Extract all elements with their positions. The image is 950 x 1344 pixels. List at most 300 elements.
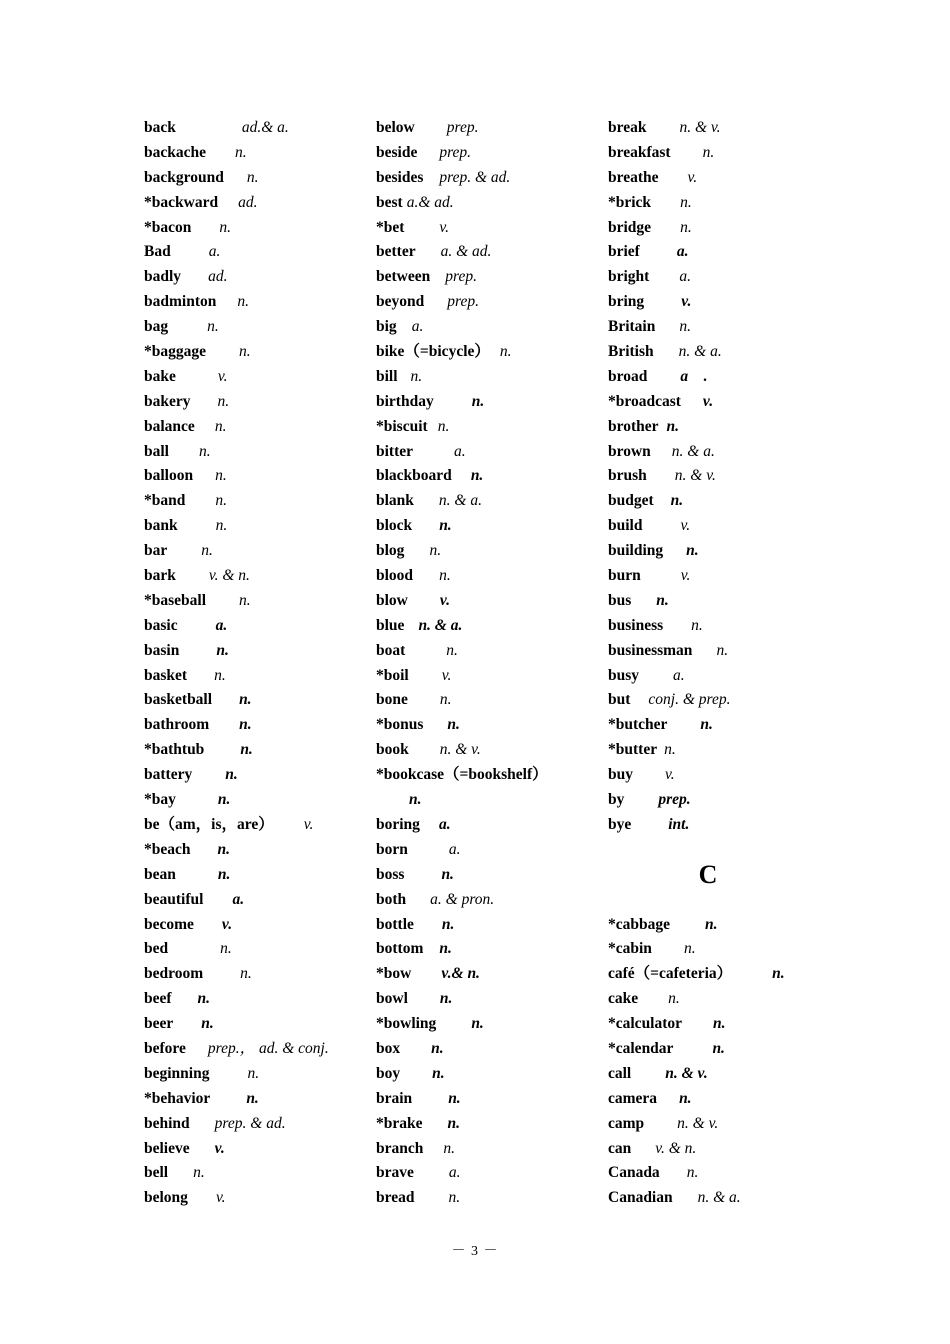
vocab-word: below bbox=[376, 119, 415, 136]
vocab-word: bone bbox=[376, 691, 408, 709]
part-of-speech: n. bbox=[439, 691, 452, 709]
vocab-word: basin bbox=[144, 641, 180, 659]
vocab-entry bbox=[376, 763, 611, 788]
vocab-entry bbox=[376, 415, 611, 440]
part-of-speech: a. & ad. bbox=[440, 243, 492, 261]
vocab-word: brother bbox=[608, 417, 659, 435]
vocab-entry bbox=[144, 166, 379, 191]
vocab-word: boat bbox=[376, 641, 406, 659]
part-of-speech: n. & v. bbox=[665, 1064, 708, 1082]
vocab-entry bbox=[376, 713, 611, 738]
vocab-entry bbox=[608, 340, 808, 365]
part-of-speech: n. bbox=[679, 318, 691, 336]
part-of-speech: a. bbox=[448, 1164, 461, 1182]
part-of-speech: n. bbox=[691, 616, 703, 634]
part-of-speech: prep. bbox=[658, 791, 691, 809]
vocab-word: brave bbox=[376, 1164, 414, 1182]
part-of-speech: v. bbox=[441, 666, 452, 684]
vocab-word: brown bbox=[608, 442, 651, 460]
vocab-entry bbox=[144, 290, 379, 315]
vocab-entry bbox=[608, 937, 808, 962]
vocab-entry bbox=[608, 763, 808, 788]
vocab-word: beef bbox=[144, 990, 172, 1008]
part-of-speech: n. bbox=[246, 1089, 259, 1107]
vocab-entry bbox=[144, 390, 379, 415]
vocab-word: birthday bbox=[376, 392, 434, 410]
vocab-word: bike（=bicycle） bbox=[376, 343, 490, 361]
vocab-word: Bad bbox=[144, 243, 171, 261]
part-of-speech: n. bbox=[216, 641, 229, 659]
vocab-word: bye bbox=[608, 815, 632, 833]
vocab-word: book bbox=[376, 741, 409, 759]
vocab-entry bbox=[608, 564, 808, 589]
part-of-speech: prep. bbox=[446, 119, 479, 136]
vocab-entry bbox=[608, 141, 808, 166]
part-of-speech: v. & n. bbox=[208, 567, 250, 585]
vocab-word: businessman bbox=[608, 641, 693, 659]
part-of-speech: n. bbox=[447, 716, 460, 734]
part-of-speech: n. bbox=[193, 1164, 205, 1182]
part-of-speech: a. bbox=[232, 890, 245, 908]
vocab-entry bbox=[144, 514, 379, 539]
part-of-speech: n. bbox=[439, 940, 452, 958]
vocab-entry bbox=[144, 589, 379, 614]
part-of-speech: n. bbox=[201, 542, 213, 560]
part-of-speech: prep.， ad. & conj. bbox=[207, 1039, 329, 1057]
vocab-entry bbox=[144, 813, 379, 838]
part-of-speech: n. bbox=[235, 143, 247, 161]
vocab-entry bbox=[608, 664, 808, 689]
part-of-speech: ad. bbox=[238, 193, 258, 211]
vocab-entry bbox=[376, 1137, 611, 1162]
vocab-entry bbox=[376, 489, 611, 514]
vocab-word: background bbox=[144, 168, 224, 186]
vocab-entry bbox=[608, 166, 808, 191]
vocab-entry bbox=[144, 688, 379, 713]
vocab-word: *boil bbox=[376, 666, 409, 684]
part-of-speech: n. bbox=[679, 1089, 692, 1107]
part-of-speech: a. bbox=[215, 616, 228, 634]
vocab-entry bbox=[376, 564, 611, 589]
part-of-speech: n. bbox=[700, 716, 713, 734]
part-of-speech: n. bbox=[239, 343, 251, 361]
vocab-word: bell bbox=[144, 1164, 169, 1182]
vocab-entry bbox=[376, 315, 611, 340]
vocab-entry bbox=[376, 1012, 611, 1037]
vocab-entry bbox=[608, 813, 808, 838]
vocab-entry bbox=[608, 1137, 808, 1162]
vocab-word: business bbox=[608, 616, 664, 634]
part-of-speech: n. bbox=[198, 442, 211, 460]
part-of-speech: n. bbox=[215, 517, 228, 535]
part-of-speech: v. bbox=[303, 815, 314, 833]
part-of-speech: n. bbox=[239, 691, 252, 709]
vocab-word: build bbox=[608, 517, 643, 535]
vocab-entry bbox=[144, 191, 379, 216]
vocab-entry bbox=[376, 1186, 611, 1211]
vocab-entry bbox=[608, 688, 808, 713]
vocab-entry bbox=[144, 1137, 379, 1162]
part-of-speech: v.& n. bbox=[441, 965, 480, 983]
vocab-entry bbox=[376, 1161, 611, 1186]
part-of-speech: n. bbox=[214, 417, 227, 435]
vocab-entry bbox=[144, 141, 379, 166]
vocab-word: *butter bbox=[608, 741, 658, 759]
part-of-speech: a. bbox=[676, 243, 689, 261]
part-of-speech: a. bbox=[208, 243, 221, 261]
vocab-word: bring bbox=[608, 293, 645, 311]
part-of-speech: n. bbox=[716, 641, 729, 659]
part-of-speech: prep. bbox=[445, 268, 477, 286]
vocab-entry bbox=[608, 489, 808, 514]
vocab-word: *beach bbox=[144, 840, 191, 858]
vocab-word: budget bbox=[608, 492, 654, 510]
vocab-entry bbox=[608, 639, 808, 664]
vocab-word: big bbox=[376, 318, 397, 336]
vocab-word: *brick bbox=[608, 193, 652, 211]
part-of-speech: n. bbox=[705, 915, 718, 933]
vocab-entry bbox=[144, 639, 379, 664]
vocab-word: bank bbox=[144, 517, 178, 535]
vocab-entry bbox=[376, 216, 611, 241]
part-of-speech: n. bbox=[409, 791, 422, 809]
vocab-word: branch bbox=[376, 1139, 424, 1157]
vocab-word: *cabbage bbox=[608, 915, 670, 933]
vocab-word: *calculator bbox=[608, 1015, 683, 1033]
vocab-word: buy bbox=[608, 766, 633, 784]
vocab-word: both bbox=[376, 890, 407, 908]
part-of-speech: n. & a. bbox=[671, 442, 715, 460]
vocab-entry bbox=[144, 539, 379, 564]
vocab-entry bbox=[144, 962, 379, 987]
vocab-entry bbox=[376, 888, 611, 913]
vocab-entry bbox=[144, 216, 379, 241]
vocab-entry bbox=[608, 390, 808, 415]
vocab-entry-continuation bbox=[376, 788, 611, 813]
vocab-word: burn bbox=[608, 567, 641, 585]
vocab-word: bedroom bbox=[144, 965, 204, 983]
part-of-speech: a. bbox=[448, 840, 461, 858]
vocab-word: *bathtub bbox=[144, 741, 205, 759]
part-of-speech: int. bbox=[668, 815, 690, 833]
vocab-entry bbox=[144, 1037, 379, 1062]
vocab-word: before bbox=[144, 1039, 186, 1057]
vocab-entry bbox=[376, 539, 611, 564]
part-of-speech: n. bbox=[713, 1015, 726, 1033]
vocab-word: café（=cafeteria） bbox=[608, 965, 733, 983]
part-of-speech: n. & v. bbox=[677, 1114, 719, 1132]
vocab-entry bbox=[608, 788, 808, 813]
part-of-speech: n. bbox=[239, 591, 251, 609]
vocab-word: balance bbox=[144, 417, 195, 435]
part-of-speech: n. bbox=[702, 143, 715, 161]
vocab-entry bbox=[376, 688, 611, 713]
vocab-entry bbox=[376, 962, 611, 987]
vocab-entry bbox=[144, 365, 379, 390]
vocab-entry bbox=[144, 415, 379, 440]
vocab-entry bbox=[144, 863, 379, 888]
vocab-entry bbox=[608, 415, 808, 440]
vocab-word: badly bbox=[144, 268, 182, 286]
vocab-entry bbox=[376, 166, 611, 191]
vocab-word: *brake bbox=[376, 1114, 423, 1132]
part-of-speech: n. bbox=[448, 1089, 461, 1107]
vocab-entry bbox=[376, 1062, 611, 1087]
vocab-word: better bbox=[376, 243, 416, 261]
vocab-word: behind bbox=[144, 1114, 190, 1132]
vocab-word: blue bbox=[376, 616, 405, 634]
part-of-speech: n. bbox=[217, 865, 231, 883]
vocab-word: bathroom bbox=[144, 716, 210, 734]
vocab-entry bbox=[144, 738, 379, 763]
vocab-word: bridge bbox=[608, 218, 652, 236]
column-2 bbox=[376, 116, 611, 1211]
vocab-word: blank bbox=[376, 492, 414, 510]
vocab-entry bbox=[376, 290, 611, 315]
part-of-speech: v. bbox=[702, 392, 714, 410]
vocab-word: block bbox=[376, 517, 413, 535]
vocab-entry bbox=[376, 614, 611, 639]
vocab-entry bbox=[608, 738, 808, 763]
part-of-speech: n. bbox=[239, 716, 252, 734]
part-of-speech: n. bbox=[448, 1189, 461, 1207]
part-of-speech: a. bbox=[679, 268, 691, 286]
part-of-speech: n. bbox=[443, 1139, 455, 1157]
column-3 bbox=[608, 116, 808, 1211]
vocab-entry bbox=[376, 440, 611, 465]
part-of-speech: prep. bbox=[447, 293, 479, 311]
vocab-entry bbox=[144, 614, 379, 639]
vocab-entry bbox=[376, 141, 611, 166]
part-of-speech: n. bbox=[439, 990, 453, 1008]
vocab-word: call bbox=[608, 1064, 632, 1082]
vocab-entry bbox=[144, 1186, 379, 1211]
part-of-speech: v. bbox=[665, 766, 675, 784]
vocab-entry bbox=[608, 1186, 808, 1211]
vocab-entry bbox=[376, 863, 611, 888]
vocab-word: *biscuit bbox=[376, 417, 428, 435]
part-of-speech: n. bbox=[470, 467, 484, 485]
part-of-speech: n. bbox=[439, 517, 452, 535]
vocab-word: *band bbox=[144, 492, 186, 510]
vocab-entry bbox=[608, 216, 808, 241]
part-of-speech: n. bbox=[207, 318, 219, 336]
vocab-word: born bbox=[376, 840, 408, 858]
vocab-word: British bbox=[608, 343, 654, 361]
part-of-speech: prep. & ad. bbox=[439, 168, 511, 186]
vocab-word: bread bbox=[376, 1189, 415, 1207]
vocab-word: boy bbox=[376, 1064, 401, 1082]
part-of-speech: n. bbox=[680, 193, 692, 211]
vocab-entry bbox=[144, 763, 379, 788]
part-of-speech: n. bbox=[471, 1015, 484, 1033]
vocab-word: *backward bbox=[144, 193, 219, 211]
part-of-speech: n. bbox=[680, 218, 692, 236]
part-of-speech: n. bbox=[217, 840, 230, 858]
vocab-word: *baggage bbox=[144, 343, 206, 361]
part-of-speech: n. bbox=[225, 766, 238, 784]
vocab-word: beyond bbox=[376, 293, 425, 311]
vocab-entry bbox=[144, 340, 379, 365]
vocab-entry bbox=[144, 564, 379, 589]
part-of-speech: a. & pron. bbox=[430, 890, 495, 908]
vocab-word: beautiful bbox=[144, 890, 204, 908]
vocab-entry bbox=[144, 664, 379, 689]
vocab-entry bbox=[144, 464, 379, 489]
vocab-word: Canada bbox=[608, 1164, 660, 1182]
vocab-word: cake bbox=[608, 990, 639, 1008]
vocab-word: Britain bbox=[608, 318, 656, 336]
vocab-entry bbox=[608, 962, 808, 987]
part-of-speech: n. bbox=[240, 741, 253, 759]
vocab-word: *bonus bbox=[376, 716, 424, 734]
vocab-word: best bbox=[376, 193, 403, 211]
vocab-entry bbox=[144, 1087, 379, 1112]
part-of-speech: n. bbox=[217, 392, 230, 410]
part-of-speech: n. & a. bbox=[418, 616, 463, 634]
vocab-word: bottle bbox=[376, 915, 414, 933]
vocab-word: bowl bbox=[376, 990, 408, 1008]
vocab-entry bbox=[376, 639, 611, 664]
vocab-word: bright bbox=[608, 268, 650, 286]
part-of-speech: n. bbox=[246, 168, 259, 186]
part-of-speech: n. & a. bbox=[697, 1189, 741, 1207]
vocab-entry bbox=[376, 937, 611, 962]
part-of-speech: n. & a. bbox=[438, 492, 482, 510]
vocab-entry bbox=[376, 116, 611, 141]
part-of-speech: conj. & prep. bbox=[648, 691, 731, 709]
vocab-word: backache bbox=[144, 143, 206, 161]
vocab-entry bbox=[608, 191, 808, 216]
vocab-word: bag bbox=[144, 318, 169, 336]
part-of-speech: v. bbox=[214, 1139, 225, 1157]
vocab-entry bbox=[376, 365, 611, 390]
part-of-speech: ad.& a. bbox=[241, 119, 289, 136]
part-of-speech: n. bbox=[217, 791, 231, 809]
vocab-entry bbox=[376, 589, 611, 614]
part-of-speech: v. bbox=[439, 591, 451, 609]
vocab-word: brush bbox=[608, 467, 647, 485]
vocab-word: bottom bbox=[376, 940, 424, 958]
part-of-speech: a.& ad. bbox=[406, 193, 454, 211]
vocab-entry bbox=[376, 664, 611, 689]
vocab-entry bbox=[144, 888, 379, 913]
vocab-entry bbox=[608, 1037, 808, 1062]
part-of-speech: v. bbox=[439, 218, 450, 236]
vocab-entry bbox=[608, 1012, 808, 1037]
vocab-word: *bow bbox=[376, 965, 412, 983]
vocab-word: bill bbox=[376, 367, 398, 385]
vocab-entry bbox=[144, 1161, 379, 1186]
vocab-word: *bay bbox=[144, 791, 176, 809]
part-of-speech: n. bbox=[410, 367, 423, 385]
part-of-speech: n. bbox=[471, 392, 485, 410]
vocab-word: bitter bbox=[376, 442, 414, 460]
vocab-word: building bbox=[608, 542, 664, 560]
vocab-word: badminton bbox=[144, 293, 217, 311]
vocab-entry bbox=[144, 838, 379, 863]
vocab-word: breakfast bbox=[608, 143, 671, 161]
vocab-entry bbox=[144, 240, 379, 265]
vocab-word: blackboard bbox=[376, 467, 452, 485]
vocab-entry bbox=[376, 240, 611, 265]
vocab-word: *baseball bbox=[144, 591, 207, 609]
vocab-word: be（am，is，are） bbox=[144, 815, 274, 833]
vocab-entry bbox=[608, 365, 808, 390]
part-of-speech: n. bbox=[215, 467, 227, 485]
vocab-entry bbox=[608, 1112, 808, 1137]
part-of-speech: a. bbox=[454, 442, 466, 460]
part-of-speech: n. bbox=[666, 417, 680, 435]
vocab-entry bbox=[608, 614, 808, 639]
vocab-entry bbox=[144, 713, 379, 738]
vocab-entry bbox=[608, 539, 808, 564]
vocab-entry bbox=[376, 191, 611, 216]
part-of-speech: prep. & ad. bbox=[214, 1114, 286, 1132]
vocab-word: basket bbox=[144, 666, 188, 684]
page-number: － 3 － bbox=[451, 1244, 499, 1259]
part-of-speech: n. bbox=[712, 1039, 725, 1057]
part-of-speech: n. bbox=[220, 940, 232, 958]
vocab-entry bbox=[376, 1087, 611, 1112]
vocab-entry bbox=[376, 738, 611, 763]
vocab-entry bbox=[144, 116, 379, 141]
vocab-word: breathe bbox=[608, 168, 659, 186]
vocab-entry bbox=[376, 913, 611, 938]
part-of-speech: n. bbox=[215, 492, 227, 510]
part-of-speech: a. bbox=[673, 666, 685, 684]
vocab-word: bus bbox=[608, 591, 632, 609]
part-of-speech: n. bbox=[219, 218, 231, 236]
part-of-speech: n. bbox=[240, 965, 252, 983]
vocab-entry bbox=[144, 987, 379, 1012]
part-of-speech: n. bbox=[499, 343, 512, 361]
vocab-entry bbox=[608, 913, 808, 938]
section-letter: C bbox=[698, 859, 718, 889]
vocab-word: brain bbox=[376, 1089, 413, 1107]
part-of-speech: n. bbox=[441, 915, 455, 933]
part-of-speech: n. bbox=[683, 940, 696, 958]
part-of-speech: n. bbox=[656, 591, 669, 609]
vocab-entry bbox=[144, 315, 379, 340]
vocab-entry bbox=[608, 440, 808, 465]
vocab-entry bbox=[608, 1062, 808, 1087]
vocab-word: believe bbox=[144, 1139, 190, 1157]
vocab-entry bbox=[608, 514, 808, 539]
vocab-entry bbox=[376, 987, 611, 1012]
vocab-word: bean bbox=[144, 865, 176, 883]
vocab-word: box bbox=[376, 1039, 401, 1057]
part-of-speech: n. bbox=[686, 1164, 699, 1182]
vocab-entry bbox=[608, 464, 808, 489]
vocab-word: *bowling bbox=[376, 1015, 437, 1033]
vocab-entry bbox=[376, 340, 611, 365]
vocab-word: busy bbox=[608, 666, 640, 684]
vocab-entry bbox=[144, 265, 379, 290]
vocab-entry bbox=[144, 913, 379, 938]
vocab-word: *bet bbox=[376, 218, 405, 236]
vocab-entry bbox=[608, 713, 808, 738]
vocab-word: camera bbox=[608, 1089, 658, 1107]
vocab-word: *bookcase（=bookshelf） bbox=[376, 766, 548, 784]
vocab-entry bbox=[376, 813, 611, 838]
part-of-speech: prep. bbox=[439, 143, 472, 161]
part-of-speech: v. bbox=[215, 1189, 226, 1207]
part-of-speech: n. bbox=[439, 567, 451, 585]
vocab-entry bbox=[608, 265, 808, 290]
vocab-word: boring bbox=[376, 815, 420, 833]
vocab-word: ball bbox=[144, 442, 169, 460]
